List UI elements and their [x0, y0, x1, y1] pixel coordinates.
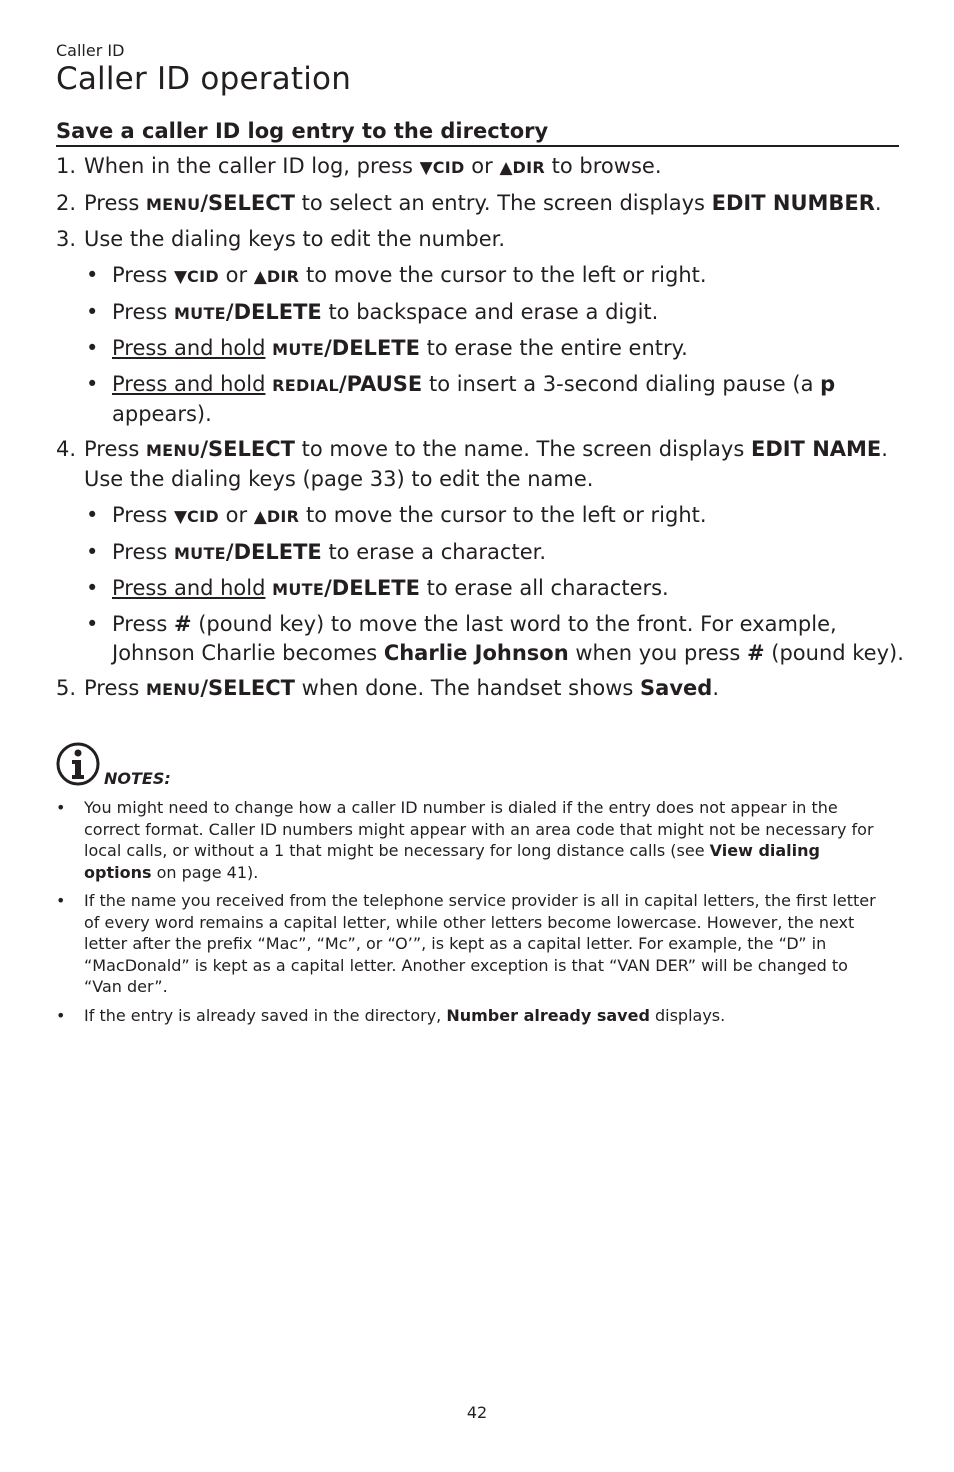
mute-key: MUTE	[272, 340, 325, 359]
notes-label: NOTES:	[104, 769, 171, 788]
step-text: to select an entry. The screen displays	[295, 191, 712, 215]
bullet-text: to insert a 3-second dialing pause (a	[422, 372, 821, 396]
note-text: on page 41).	[151, 862, 259, 882]
screen-text: EDIT NAME	[750, 437, 882, 461]
bullet-text: to move the cursor to the left or right.	[299, 263, 707, 287]
delete-key: /DELETE	[225, 300, 322, 324]
steps-list	[56, 152, 916, 710]
bullet-text: to erase a character.	[321, 540, 547, 564]
step-text: Use the dialing keys to edit the number.	[84, 227, 506, 251]
note-text: If the entry is already saved in the directory,	[84, 1005, 447, 1025]
down-arrow-icon: ▼	[419, 158, 433, 178]
bullet-text: Press	[112, 612, 174, 636]
menu-key: MENU	[145, 680, 201, 699]
bullet-item	[84, 501, 916, 532]
step-number: 1.	[56, 154, 77, 178]
note-item	[56, 797, 888, 883]
up-arrow-icon: ▲	[499, 158, 513, 178]
redial-key: REDIAL	[272, 376, 340, 395]
screen-text: Saved	[640, 676, 713, 700]
bullet-text: Press	[112, 540, 174, 564]
bullet-item	[84, 370, 916, 429]
delete-key: /DELETE	[225, 540, 322, 564]
dir-key: DIR	[266, 507, 300, 526]
pound-key: #	[746, 641, 765, 665]
bullet-text: to erase the entire entry.	[419, 336, 688, 360]
step-text: Press	[84, 191, 146, 215]
notes-list	[56, 797, 888, 1033]
section-label: Caller ID	[56, 41, 125, 60]
page-number: 42	[466, 1403, 488, 1422]
press-and-hold-text: Press and hold	[112, 372, 266, 396]
select-key: /SELECT	[200, 676, 295, 700]
pause-key: /PAUSE	[339, 372, 423, 396]
step-4	[56, 435, 916, 668]
down-arrow-icon: ▼	[173, 507, 188, 527]
step-text: Press	[84, 437, 146, 461]
note-item	[56, 1005, 888, 1027]
mute-key: MUTE	[173, 544, 226, 563]
bullet-text: (pound key).	[764, 641, 904, 665]
cid-key: CID	[187, 507, 219, 526]
mute-key: MUTE	[173, 304, 226, 323]
bullet-item	[84, 261, 916, 292]
note-text: If the name you received from the telephone service provider is all in capital letters, the first letter of every word remains a capital letter, while other letters become lowercase. However, the next letter after the prefix “Mac”, “Mc”, or “O’”, is kept as a capital letter. For example, the “D” in “MacDonald” is kept as a capital letter. Another exception is that “VAN DER” will be changed to “Van der”.	[84, 891, 876, 996]
step-text: When in the caller ID log, press	[84, 154, 420, 178]
bullet-item	[84, 298, 916, 328]
up-arrow-icon: ▲	[253, 507, 267, 527]
bullet-item	[84, 334, 916, 364]
step-3	[56, 225, 916, 429]
bullet-text: appears).	[112, 402, 212, 426]
step-number: 4.	[56, 437, 77, 461]
select-key: /SELECT	[200, 191, 295, 215]
dir-key: DIR	[266, 267, 300, 286]
bullet-item	[84, 610, 916, 668]
bullet-text: or	[218, 503, 254, 527]
delete-key: /DELETE	[324, 576, 420, 600]
press-and-hold-text: Press and hold	[112, 336, 266, 360]
step-number: 2.	[56, 191, 77, 215]
step-number: 3.	[56, 227, 77, 251]
step-text: to move to the name. The screen displays	[295, 437, 751, 461]
step-text: .	[712, 676, 719, 700]
step-text: to browse.	[545, 154, 662, 178]
step-text: Press	[84, 676, 146, 700]
note-text: You might need to change how a caller ID number is dialed if the entry does not appear in the correct format. Caller ID numbers might appear with an area code that might not be necessary for local calls, or without a 1 that might be necessary for long distance calls (see	[84, 798, 874, 860]
step-text: or	[464, 154, 500, 178]
info-icon	[56, 742, 100, 786]
bullet-item	[84, 538, 916, 568]
example-name: Charlie Johnson	[383, 641, 569, 665]
screen-text: EDIT NUMBER	[711, 191, 875, 215]
bullet-text: Press	[112, 503, 174, 527]
note-item	[56, 890, 888, 998]
mute-key: MUTE	[272, 580, 325, 599]
select-key: /SELECT	[200, 437, 295, 461]
delete-key: /DELETE	[324, 336, 420, 360]
page-title: Caller ID operation	[56, 61, 352, 97]
step-text: . Use the dialing keys (page 33) to edit the name.	[84, 437, 888, 491]
bullet-text: to erase all characters.	[419, 576, 669, 600]
bullet-text: Press	[112, 263, 174, 287]
bullet-list	[84, 261, 916, 429]
pause-symbol: p	[820, 372, 836, 396]
step-text: when done. The handset shows	[295, 676, 641, 700]
subheading: Save a caller ID log entry to the directory	[56, 119, 899, 147]
note-text: displays.	[649, 1005, 726, 1025]
dir-key: DIR	[512, 158, 545, 177]
down-arrow-icon: ▼	[173, 267, 188, 287]
bullet-text: or	[218, 263, 254, 287]
press-and-hold-text: Press and hold	[112, 576, 266, 600]
cid-key: CID	[432, 158, 465, 177]
bullet-item	[84, 574, 916, 604]
note-reference: View dialing options	[84, 841, 820, 882]
note-emphasis: Number already saved	[446, 1005, 650, 1025]
pound-key: #	[173, 612, 192, 636]
bullet-text: Press	[112, 300, 174, 324]
step-5	[56, 674, 916, 704]
bullet-text: when you press	[568, 641, 747, 665]
cid-key: CID	[187, 267, 219, 286]
bullet-text: to move the cursor to the left or right.	[299, 503, 707, 527]
step-2	[56, 189, 916, 219]
step-number: 5.	[56, 676, 77, 700]
bullet-list	[84, 501, 916, 668]
menu-key: MENU	[145, 441, 201, 460]
step-text: .	[874, 191, 882, 215]
step-1	[56, 152, 916, 183]
bullet-text: (pound key) to move the last word to the front. For example, Johnson Charlie becomes	[112, 612, 837, 665]
bullet-text: to backspace and erase a digit.	[321, 300, 659, 324]
up-arrow-icon: ▲	[253, 267, 267, 287]
menu-key: MENU	[145, 195, 201, 214]
